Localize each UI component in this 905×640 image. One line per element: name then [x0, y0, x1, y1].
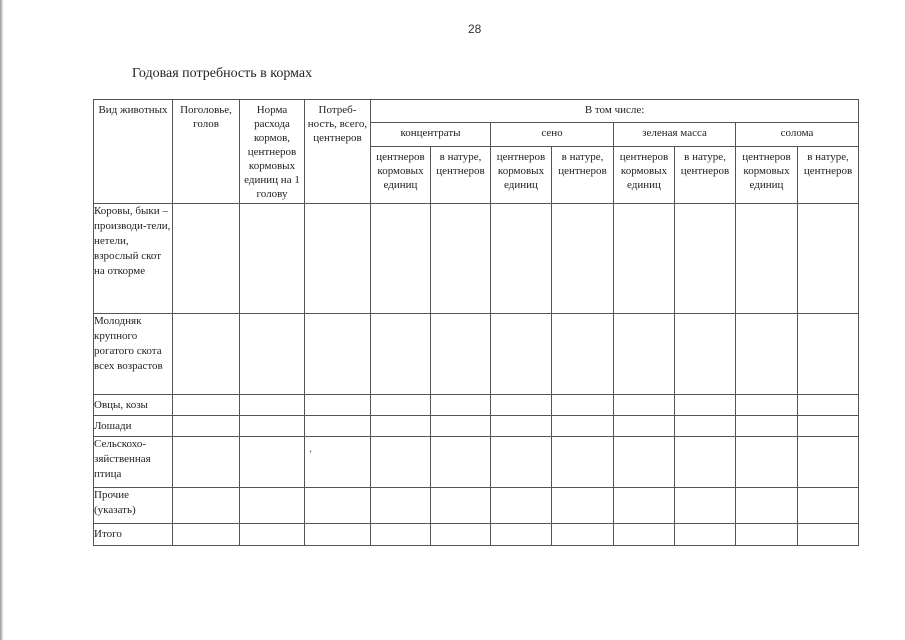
table-cell [552, 204, 614, 314]
feed-requirements-table [93, 99, 859, 546]
header-animal-type: Вид животных [94, 100, 173, 204]
table-cell [305, 437, 371, 488]
row-label: Итого [94, 524, 173, 546]
header-sub-natural: в натуре, центнеров [431, 146, 491, 203]
table-cell [173, 524, 240, 546]
table-cell [736, 204, 798, 314]
table-cell [614, 314, 675, 395]
table-cell [173, 204, 240, 314]
table-cell [491, 204, 552, 314]
table-cell [736, 437, 798, 488]
table-cell [675, 524, 736, 546]
table-cell [305, 416, 371, 437]
header-sub-units: центнеров кормовых единиц [736, 146, 798, 203]
table-cell [798, 395, 859, 416]
table-cell [240, 314, 305, 395]
table-cell [173, 488, 240, 524]
table-row [94, 395, 859, 416]
header-feed-norm: Норма расхода кормов, центнеров кормовых единиц на 1 голову [240, 100, 305, 204]
table-cell [491, 437, 552, 488]
table-cell [675, 437, 736, 488]
table-cell [491, 524, 552, 546]
table-cell [240, 437, 305, 488]
scan-mark: ’ [309, 449, 312, 459]
table-cell [614, 416, 675, 437]
table-cell [736, 416, 798, 437]
table-cell [240, 395, 305, 416]
table-row-total [94, 524, 859, 546]
table-cell [675, 488, 736, 524]
table-cell [675, 314, 736, 395]
header-row-1 [94, 100, 859, 123]
table-cell [240, 416, 305, 437]
table-cell [431, 314, 491, 395]
header-sub-natural: в натуре, центнеров [798, 146, 859, 203]
table-cell [552, 524, 614, 546]
table-cell [240, 524, 305, 546]
table-cell [552, 488, 614, 524]
row-label: Молодняк крупного рогатого скота всех возрастов [94, 314, 173, 395]
table-cell [491, 314, 552, 395]
table-row [94, 314, 859, 395]
table-cell [371, 437, 431, 488]
table-cell [798, 488, 859, 524]
table-cell [552, 395, 614, 416]
page-left-edge [0, 0, 3, 640]
header-need-total: Потреб-ность, всего, центнеров [305, 100, 371, 204]
table-cell [736, 488, 798, 524]
table-cell [431, 437, 491, 488]
table-cell [675, 204, 736, 314]
table-cell [675, 395, 736, 416]
table-cell [675, 416, 736, 437]
table-cell [431, 524, 491, 546]
header-group-hay: сено [491, 123, 614, 146]
header-sub-units: центнеров кормовых единиц [371, 146, 431, 203]
table-cell [552, 314, 614, 395]
table-cell [371, 416, 431, 437]
table-row [94, 416, 859, 437]
table-cell [305, 524, 371, 546]
table-row [94, 204, 859, 314]
table-cell [305, 395, 371, 416]
table-cell [173, 395, 240, 416]
table-cell [371, 204, 431, 314]
table-cell [431, 395, 491, 416]
table-cell [491, 488, 552, 524]
table-cell [736, 395, 798, 416]
table-cell [491, 416, 552, 437]
table-cell [798, 314, 859, 395]
header-group-green-mass: зеленая масса [614, 123, 736, 146]
table-cell [798, 437, 859, 488]
table-cell [173, 416, 240, 437]
header-group-straw: солома [736, 123, 859, 146]
header-sub-natural: в натуре, центнеров [552, 146, 614, 203]
table-cell [371, 488, 431, 524]
table-cell [173, 437, 240, 488]
table-cell [798, 524, 859, 546]
table-cell [240, 488, 305, 524]
row-label: Сельскохо-зяйственная птица [94, 437, 173, 488]
table-cell [431, 488, 491, 524]
table-row [94, 488, 859, 524]
table-cell [736, 524, 798, 546]
table-cell [614, 204, 675, 314]
table-cell [305, 314, 371, 395]
table-cell [173, 314, 240, 395]
table-cell [491, 395, 552, 416]
table-cell [798, 204, 859, 314]
table-cell [614, 437, 675, 488]
row-label: Коровы, быки – производи-тели, нетели, взрослый скот на откорме [94, 204, 173, 314]
header-headcount: Поголовье, голов [173, 100, 240, 204]
page-number: 28 [468, 22, 482, 36]
row-label: Овцы, козы [94, 395, 173, 416]
table-cell [798, 416, 859, 437]
table-cell [305, 204, 371, 314]
header-including: В том числе: [371, 100, 859, 123]
table-cell [614, 395, 675, 416]
table-cell [371, 314, 431, 395]
table-cell [431, 416, 491, 437]
row-label: Лошади [94, 416, 173, 437]
table-cell [371, 395, 431, 416]
table-cell [371, 524, 431, 546]
table-cell [431, 204, 491, 314]
table-cell [305, 488, 371, 524]
header-sub-units: центнеров кормовых единиц [491, 146, 552, 203]
header-sub-units: центнеров кормовых единиц [614, 146, 675, 203]
header-group-concentrates: концентраты [371, 123, 491, 146]
row-label: Прочие (указать) [94, 488, 173, 524]
table-row [94, 437, 859, 488]
table-cell [552, 416, 614, 437]
header-sub-natural: в натуре, центнеров [675, 146, 736, 203]
document-title: Годовая потребность в кормах [132, 66, 313, 81]
table-cell [614, 524, 675, 546]
table-cell [736, 314, 798, 395]
table-cell [552, 437, 614, 488]
table-cell [240, 204, 305, 314]
table-cell [614, 488, 675, 524]
